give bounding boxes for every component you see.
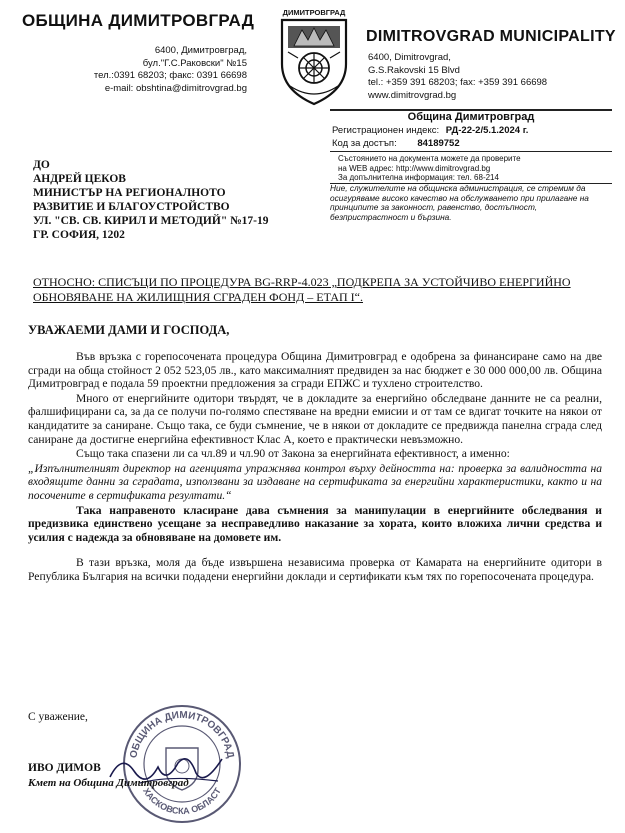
- service-slogan: Ние, служителите на общинска администрация, се стремим да осигуряваме високо качество на обслужването при прилагане на принципите за законност, равенство, достъпност, безпристрастност и бързина.: [330, 183, 589, 222]
- recipient-block: [33, 158, 268, 242]
- address-en: [368, 52, 547, 102]
- address-bg-line: e-mail: obshtina@dimitrovgrad.bg: [104, 82, 247, 94]
- signatory-title: Кмет на Община Димитровград: [28, 777, 189, 789]
- municipality-title-en: DIMITROVGRAD MUNICIPALITY: [366, 28, 616, 45]
- address-bg: [94, 45, 247, 95]
- stamp-bottom-text: ХАСКОВСКА ОБЛАСТ: [141, 786, 223, 817]
- registration-title: Община Димитровград: [407, 111, 535, 123]
- access-code-value: 84189752: [417, 138, 460, 149]
- address-bg-line: тел.:0391 68203; факс: 0391 66698: [93, 70, 247, 81]
- body-paragraph: Във връзка с горепосочената процедура Община Димитровград е одобрена за финансиране само на две сгради на обща стойност 2 052 523,05 лв., като максималният предвиден за нас бюджет е 30 000 000,00 лв. Община Димитровград е подала 59 проектни предложения за сгради ЕПЖС и тухлено строителство.: [28, 350, 602, 391]
- municipality-title-bg: ОБЩИНА ДИМИТРОВГРАД: [22, 11, 255, 30]
- address-en-line: G.S.Rakovski 15 Blvd: [368, 64, 460, 76]
- subject-line: ОТНОСНО: СПИСЪЦИ ПО ПРОЦЕДУРА BG-RRP-4.023 „ПОДКРЕПА ЗА УСТОЙЧИВО ЕНЕРГИЙНО ОБНОВЯВАНЕ НА ЖИЛИЩНИЯ СГРАДЕН ФОНД – ЕТАП I“.: [33, 275, 571, 304]
- stamp-top-text: ОБЩИНА ДИМИТРОВГРАД: [128, 709, 236, 760]
- coat-of-arms-icon: [268, 6, 360, 108]
- address-bg-line: бул."Г.С.Раковски" №15: [142, 57, 247, 69]
- signatory-name: ИВО ДИМОВ: [28, 762, 101, 774]
- recipient-line: АНДРЕЙ ЦЕКОВ: [33, 173, 126, 185]
- address-en-line: www.dimitrovgrad.bg: [368, 89, 457, 101]
- crest-caption: ДИМИТРОВГРАД: [282, 8, 346, 17]
- recipient-line: РАЗВИТИЕ И БЛАГОУСТРОЙСТВО: [33, 201, 230, 213]
- address-bg-line: 6400, Димитровград,: [154, 45, 247, 56]
- body-paragraph-emphasis: Така направеното класиране дава съмнения за манипулации в енергийните обследвания и предизвика единствено усещане за несправедливо наказание за хората, които вложиха лични средства и усилия с надежда за обновяване на домовете им.: [28, 503, 602, 544]
- greeting: УВАЖАЕМИ ДАМИ И ГОСПОДА,: [28, 323, 230, 337]
- info-line: За допълнителна информация: тел. 68-214: [338, 173, 499, 182]
- body-paragraph: В тази връзка, моля да бъде извършена независима проверка от Камарата на енергийните одитори в Република България на всички подадени енергийни доклади и сертификати към тях по горепосочената процедура.: [28, 556, 602, 583]
- body-paragraph: Много от енергийните одитори твърдят, че в докладите за енергийно обследване данните не са реални, фалшифицирани са, за да се получи по-голямо спестяване на вредни емисии и от там се вдигат точките на някои от кандидатите за саниране. Също така, се буди съмнение, че в някои от докладите се предвижда панелна сграда след саниране да достигне енергийна ефективност Клас А, което е практически невъзможно.: [28, 391, 602, 446]
- recipient-line: ДО: [33, 159, 50, 171]
- closing: С уважение,: [28, 711, 88, 723]
- letter-body: [28, 350, 602, 585]
- recipient-line: МИНИСТЪР НА РЕГИОНАЛНОТО: [33, 187, 226, 199]
- recipient-line: ГР. СОФИЯ, 1202: [33, 229, 125, 241]
- reg-index-label: Регистрационен индекс:: [332, 125, 440, 136]
- recipient-line: УЛ. "СВ. СВ. КИРИЛ И МЕТОДИЙ" №17-19: [33, 215, 269, 227]
- status-line: Състоянието на документа можете да проверите: [338, 154, 521, 163]
- status-line: на WEB адрес: http://www.dimitrovgrad.bg: [338, 163, 491, 173]
- law-quote: „Изпълнителният директор на агенцията упражнява контрол върху дейността на: проверка за валидността на входящите данни за сградата, използвани за издаване на сертификата за енергийни характеристики, както и на посочените в сертификата резултати.“: [28, 461, 602, 502]
- body-paragraph: Също така спазени ли са чл.89 и чл.90 от Закона за енергийната ефективност, а именно:: [76, 447, 510, 461]
- address-en-line: tel.: +359 391 68203; fax: +359 391 66698: [368, 77, 548, 88]
- reg-index-value: РД-22-2/5.1.2024 г.: [445, 125, 529, 136]
- address-en-line: 6400, Dimitrovgrad,: [368, 52, 451, 63]
- access-code-label: Код за достъп:: [332, 138, 397, 149]
